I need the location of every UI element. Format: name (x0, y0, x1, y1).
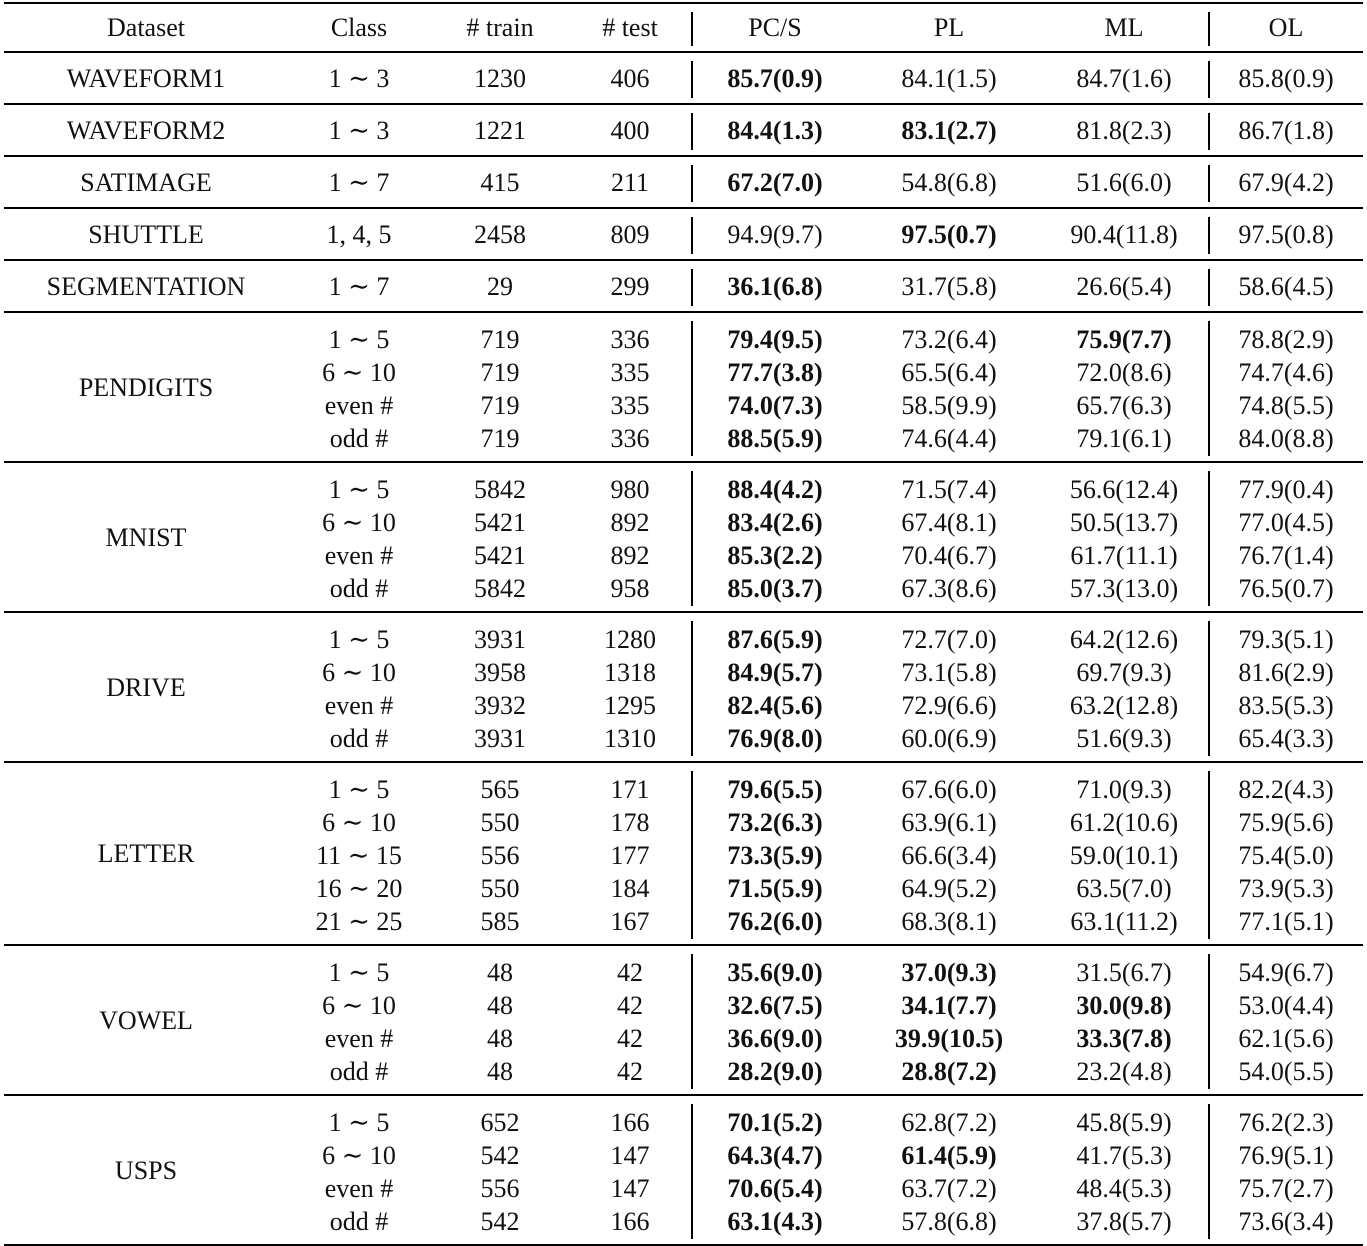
class-cell: 1 ∼ 3 (328, 115, 390, 145)
group-rule (4, 311, 1363, 313)
class-cell: 1 ∼ 3 (328, 63, 390, 93)
pl-cell: 54.8(6.8) (901, 167, 997, 197)
train-count-cell: 542 (480, 1206, 520, 1236)
column-separator (1208, 269, 1210, 306)
pcs-cell: 84.4(1.3) (727, 115, 823, 145)
class-cell: odd # (329, 573, 389, 603)
column-separator (691, 621, 693, 756)
train-count-cell: 550 (480, 807, 520, 837)
class-cell: odd # (329, 1206, 389, 1236)
class-cell: 6 ∼ 10 (322, 807, 396, 837)
class-cell: 6 ∼ 10 (322, 657, 396, 687)
group-rule (4, 1094, 1363, 1096)
ol-cell: 83.5(5.3) (1238, 690, 1334, 720)
top-rule (4, 2, 1363, 5)
ml-cell: 23.2(4.8) (1076, 1056, 1172, 1086)
column-header: Class (330, 13, 388, 42)
test-count-cell: 166 (610, 1107, 650, 1137)
pcs-cell: 87.6(5.9) (727, 624, 823, 654)
ml-cell: 31.5(6.7) (1076, 957, 1172, 987)
column-separator (1208, 61, 1210, 98)
train-count-cell: 5421 (474, 540, 526, 570)
pcs-cell: 36.1(6.8) (727, 271, 823, 301)
train-count-cell: 48 (487, 957, 513, 987)
pcs-cell: 32.6(7.5) (727, 990, 823, 1020)
dataset-name: MNIST (105, 522, 187, 552)
class-cell: 1 ∼ 5 (328, 474, 390, 504)
pl-cell: 73.2(6.4) (901, 324, 997, 354)
column-header: PC/S (748, 13, 802, 42)
train-count-cell: 48 (487, 1023, 513, 1053)
test-count-cell: 1310 (604, 723, 656, 753)
ol-cell: 75.7(2.7) (1238, 1173, 1334, 1203)
pl-cell: 84.1(1.5) (901, 63, 997, 93)
ml-cell: 75.9(7.7) (1076, 324, 1172, 354)
test-count-cell: 171 (610, 774, 650, 804)
group-rule (4, 461, 1363, 463)
class-cell: 1 ∼ 7 (328, 167, 390, 197)
group-rule (4, 155, 1363, 157)
test-count-cell: 335 (610, 390, 650, 420)
class-cell: 1 ∼ 5 (328, 774, 390, 804)
pcs-cell: 71.5(5.9) (727, 873, 823, 903)
test-count-cell: 147 (610, 1173, 650, 1203)
ol-cell: 77.0(4.5) (1238, 507, 1334, 537)
dataset-name: LETTER (97, 839, 195, 868)
class-cell: 21 ∼ 25 (315, 906, 403, 936)
train-count-cell: 48 (487, 1056, 513, 1086)
ol-cell: 75.4(5.0) (1238, 840, 1334, 870)
train-count-cell: 652 (480, 1107, 520, 1137)
pl-cell: 70.4(6.7) (901, 540, 997, 570)
group-rule (4, 259, 1363, 261)
ol-cell: 54.0(5.5) (1238, 1056, 1334, 1086)
pl-cell: 66.6(3.4) (901, 840, 997, 870)
train-count-cell: 542 (480, 1140, 520, 1170)
ml-cell: 48.4(5.3) (1076, 1173, 1172, 1203)
ol-cell: 76.7(1.4) (1238, 540, 1334, 570)
ol-cell: 73.9(5.3) (1238, 873, 1334, 903)
test-count-cell: 892 (610, 507, 650, 537)
column-separator (691, 165, 693, 202)
test-count-cell: 406 (610, 63, 650, 93)
test-count-cell: 211 (610, 167, 650, 197)
pl-cell: 39.9(10.5) (894, 1023, 1004, 1053)
group-rule (4, 103, 1363, 105)
ml-cell: 41.7(5.3) (1076, 1140, 1172, 1170)
column-separator (1208, 12, 1210, 46)
train-count-cell: 415 (480, 167, 520, 197)
class-cell: even # (324, 390, 394, 420)
test-count-cell: 147 (610, 1140, 650, 1170)
dataset-name: VOWEL (99, 1005, 193, 1035)
train-count-cell: 3958 (474, 657, 526, 687)
ml-cell: 59.0(10.1) (1069, 840, 1179, 870)
train-count-cell: 5842 (474, 573, 526, 603)
train-count-cell: 3931 (474, 624, 526, 654)
ol-cell: 76.2(2.3) (1238, 1107, 1334, 1137)
header-rule (4, 51, 1363, 53)
dataset-name: PENDIGITS (78, 372, 214, 402)
pl-cell: 67.6(6.0) (901, 774, 997, 804)
test-count-cell: 42 (617, 1056, 643, 1086)
ml-cell: 45.8(5.9) (1076, 1107, 1172, 1137)
ol-cell: 67.9(4.2) (1238, 167, 1334, 197)
pcs-cell: 36.6(9.0) (727, 1023, 823, 1053)
ml-cell: 69.7(9.3) (1076, 657, 1172, 687)
test-count-cell: 42 (617, 1023, 643, 1053)
test-count-cell: 184 (610, 873, 650, 903)
ol-cell: 77.1(5.1) (1238, 906, 1334, 936)
column-header: OL (1268, 13, 1304, 42)
test-count-cell: 335 (610, 357, 650, 387)
ml-cell: 33.3(7.8) (1076, 1023, 1172, 1053)
train-count-cell: 719 (480, 324, 520, 354)
column-separator (1208, 621, 1210, 756)
dataset-name: WAVEFORM1 (66, 63, 226, 93)
ol-cell: 85.8(0.9) (1238, 63, 1334, 93)
column-separator (691, 954, 693, 1089)
class-cell: 1 ∼ 5 (328, 324, 390, 354)
dataset-name: SEGMENTATION (46, 271, 246, 301)
column-separator (691, 269, 693, 306)
pl-cell: 60.0(6.9) (901, 723, 997, 753)
pl-cell: 37.0(9.3) (901, 957, 997, 987)
ml-cell: 81.8(2.3) (1076, 115, 1172, 145)
column-header: # train (466, 13, 534, 42)
column-separator (691, 113, 693, 150)
train-count-cell: 719 (480, 357, 520, 387)
test-count-cell: 178 (610, 807, 650, 837)
ml-cell: 72.0(8.6) (1076, 357, 1172, 387)
ml-cell: 30.0(9.8) (1076, 990, 1172, 1020)
test-count-cell: 42 (617, 957, 643, 987)
train-count-cell: 719 (480, 390, 520, 420)
ml-cell: 90.4(11.8) (1070, 219, 1178, 249)
test-count-cell: 336 (610, 423, 650, 453)
dataset-name: SHUTTLE (88, 219, 204, 249)
class-cell: even # (324, 540, 394, 570)
group-rule (4, 761, 1363, 763)
pl-cell: 31.7(5.8) (901, 271, 997, 301)
column-header: Dataset (107, 13, 185, 42)
pcs-cell: 83.4(2.6) (727, 507, 823, 537)
pcs-cell: 85.7(0.9) (727, 63, 823, 93)
pl-cell: 61.4(5.9) (901, 1140, 997, 1170)
class-cell: 6 ∼ 10 (322, 990, 396, 1020)
ol-cell: 84.0(8.8) (1238, 423, 1334, 453)
ol-cell: 58.6(4.5) (1238, 271, 1334, 301)
train-count-cell: 2458 (474, 219, 526, 249)
pl-cell: 74.6(4.4) (901, 423, 997, 453)
class-cell: 6 ∼ 10 (322, 357, 396, 387)
test-count-cell: 1280 (604, 624, 656, 654)
pl-cell: 63.9(6.1) (901, 807, 997, 837)
test-count-cell: 892 (610, 540, 650, 570)
pl-cell: 73.1(5.8) (901, 657, 997, 687)
test-count-cell: 809 (610, 219, 650, 249)
dataset-name: SATIMAGE (80, 167, 212, 197)
train-count-cell: 48 (487, 990, 513, 1020)
pcs-cell: 67.2(7.0) (727, 167, 823, 197)
pl-cell: 62.8(7.2) (901, 1107, 997, 1137)
column-separator (1208, 113, 1210, 150)
class-cell: even # (324, 1023, 394, 1053)
ol-cell: 76.5(0.7) (1238, 573, 1334, 603)
ml-cell: 79.1(6.1) (1076, 423, 1172, 453)
column-header: PL (933, 13, 965, 42)
test-count-cell: 958 (610, 573, 650, 603)
pcs-cell: 88.4(4.2) (727, 474, 823, 504)
ml-cell: 63.1(11.2) (1070, 906, 1178, 936)
test-count-cell: 167 (610, 906, 650, 936)
pcs-cell: 63.1(4.3) (727, 1206, 823, 1236)
pcs-cell: 70.1(5.2) (727, 1107, 823, 1137)
column-separator (691, 12, 693, 46)
ml-cell: 57.3(13.0) (1069, 573, 1179, 603)
pl-cell: 63.7(7.2) (901, 1173, 997, 1203)
pl-cell: 67.3(8.6) (901, 573, 997, 603)
class-cell: even # (324, 1173, 394, 1203)
class-cell: odd # (329, 723, 389, 753)
test-count-cell: 299 (610, 271, 650, 301)
class-cell: 1 ∼ 5 (328, 957, 390, 987)
column-separator (1208, 471, 1210, 606)
test-count-cell: 1295 (604, 690, 656, 720)
test-count-cell: 177 (610, 840, 650, 870)
pcs-cell: 82.4(5.6) (727, 690, 823, 720)
ml-cell: 50.5(13.7) (1069, 507, 1179, 537)
train-count-cell: 556 (480, 1173, 520, 1203)
column-separator (1208, 321, 1210, 456)
pl-cell: 71.5(7.4) (901, 474, 997, 504)
test-count-cell: 42 (617, 990, 643, 1020)
ol-cell: 81.6(2.9) (1238, 657, 1334, 687)
pcs-cell: 35.6(9.0) (727, 957, 823, 987)
pcs-cell: 76.9(8.0) (727, 723, 823, 753)
pcs-cell: 76.2(6.0) (727, 906, 823, 936)
ml-cell: 61.7(11.1) (1070, 540, 1178, 570)
class-cell: 6 ∼ 10 (322, 1140, 396, 1170)
ml-cell: 84.7(1.6) (1076, 63, 1172, 93)
train-count-cell: 565 (480, 774, 520, 804)
column-separator (691, 61, 693, 98)
train-count-cell: 585 (480, 906, 520, 936)
ol-cell: 74.7(4.6) (1238, 357, 1334, 387)
ml-cell: 63.2(12.8) (1069, 690, 1179, 720)
ml-cell: 64.2(12.6) (1069, 624, 1179, 654)
pcs-cell: 64.3(4.7) (727, 1140, 823, 1170)
ol-cell: 74.8(5.5) (1238, 390, 1334, 420)
pl-cell: 72.9(6.6) (901, 690, 997, 720)
ol-cell: 82.2(4.3) (1238, 774, 1334, 804)
ml-cell: 71.0(9.3) (1076, 774, 1172, 804)
ol-cell: 62.1(5.6) (1238, 1023, 1334, 1053)
pcs-cell: 70.6(5.4) (727, 1173, 823, 1203)
train-count-cell: 3932 (474, 690, 526, 720)
class-cell: 1 ∼ 5 (328, 624, 390, 654)
train-count-cell: 29 (487, 271, 513, 301)
test-count-cell: 980 (610, 474, 650, 504)
column-separator (691, 771, 693, 939)
ol-cell: 79.3(5.1) (1238, 624, 1334, 654)
train-count-cell: 556 (480, 840, 520, 870)
column-separator (691, 1104, 693, 1239)
ol-cell: 76.9(5.1) (1238, 1140, 1334, 1170)
ml-cell: 51.6(9.3) (1076, 723, 1172, 753)
dataset-name: USPS (114, 1155, 178, 1185)
pl-cell: 34.1(7.7) (901, 990, 997, 1020)
test-count-cell: 336 (610, 324, 650, 354)
pcs-cell: 77.7(3.8) (727, 357, 823, 387)
ol-cell: 86.7(1.8) (1238, 115, 1334, 145)
ml-cell: 37.8(5.7) (1076, 1206, 1172, 1236)
ml-cell: 63.5(7.0) (1076, 873, 1172, 903)
column-separator (1208, 954, 1210, 1089)
pl-cell: 65.5(6.4) (901, 357, 997, 387)
column-separator (1208, 1104, 1210, 1239)
column-separator (691, 321, 693, 456)
ol-cell: 54.9(6.7) (1238, 957, 1334, 987)
pcs-cell: 85.3(2.2) (727, 540, 823, 570)
train-count-cell: 719 (480, 423, 520, 453)
pl-cell: 83.1(2.7) (901, 115, 997, 145)
ol-cell: 97.5(0.8) (1238, 219, 1334, 249)
pcs-cell: 79.6(5.5) (727, 774, 823, 804)
ol-cell: 78.8(2.9) (1238, 324, 1334, 354)
ol-cell: 53.0(4.4) (1238, 990, 1334, 1020)
class-cell: odd # (329, 423, 389, 453)
column-separator (1208, 165, 1210, 202)
train-count-cell: 5842 (474, 474, 526, 504)
pl-cell: 72.7(7.0) (901, 624, 997, 654)
ol-cell: 73.6(3.4) (1238, 1206, 1334, 1236)
column-separator (1208, 771, 1210, 939)
class-cell: 11 ∼ 15 (316, 840, 402, 870)
test-count-cell: 166 (610, 1206, 650, 1236)
ml-cell: 26.6(5.4) (1076, 271, 1172, 301)
test-count-cell: 1318 (604, 657, 656, 687)
class-cell: 1 ∼ 7 (328, 271, 390, 301)
train-count-cell: 5421 (474, 507, 526, 537)
pl-cell: 28.8(7.2) (901, 1056, 997, 1086)
pl-cell: 57.8(6.8) (901, 1206, 997, 1236)
group-rule (4, 207, 1363, 209)
column-separator (691, 471, 693, 606)
pcs-cell: 85.0(3.7) (727, 573, 823, 603)
test-count-cell: 400 (610, 115, 650, 145)
pcs-cell: 73.2(6.3) (727, 807, 823, 837)
pcs-cell: 84.9(5.7) (727, 657, 823, 687)
ml-cell: 56.6(12.4) (1069, 474, 1179, 504)
train-count-cell: 550 (480, 873, 520, 903)
results-table (4, 0, 1363, 1234)
class-cell: odd # (329, 1056, 389, 1086)
ol-cell: 77.9(0.4) (1238, 474, 1334, 504)
class-cell: 16 ∼ 20 (315, 873, 403, 903)
pcs-cell: 88.5(5.9) (727, 423, 823, 453)
train-count-cell: 1230 (474, 63, 526, 93)
pl-cell: 58.5(9.9) (901, 390, 997, 420)
group-rule (4, 944, 1363, 946)
pcs-cell: 74.0(7.3) (727, 390, 823, 420)
class-cell: 6 ∼ 10 (322, 507, 396, 537)
column-separator (691, 217, 693, 254)
class-cell: 1, 4, 5 (326, 219, 392, 249)
class-cell: even # (324, 690, 394, 720)
pl-cell: 97.5(0.7) (901, 219, 997, 249)
train-count-cell: 1221 (474, 115, 526, 145)
pl-cell: 68.3(8.1) (901, 906, 997, 936)
dataset-name: WAVEFORM2 (66, 115, 226, 145)
column-header: # test (602, 13, 658, 42)
pcs-cell: 94.9(9.7) (727, 219, 823, 249)
column-separator (1208, 217, 1210, 254)
dataset-name: DRIVE (106, 672, 186, 702)
ml-cell: 51.6(6.0) (1076, 167, 1172, 197)
column-header: ML (1104, 13, 1144, 42)
pcs-cell: 79.4(9.5) (727, 324, 823, 354)
pl-cell: 67.4(8.1) (901, 507, 997, 537)
pcs-cell: 73.3(5.9) (727, 840, 823, 870)
ml-cell: 61.2(10.6) (1069, 807, 1179, 837)
pl-cell: 64.9(5.2) (901, 873, 997, 903)
class-cell: 1 ∼ 5 (328, 1107, 390, 1137)
train-count-cell: 3931 (474, 723, 526, 753)
ol-cell: 75.9(5.6) (1238, 807, 1334, 837)
pcs-cell: 28.2(9.0) (727, 1056, 823, 1086)
ol-cell: 65.4(3.3) (1238, 723, 1334, 753)
ml-cell: 65.7(6.3) (1076, 390, 1172, 420)
group-rule (4, 611, 1363, 614)
